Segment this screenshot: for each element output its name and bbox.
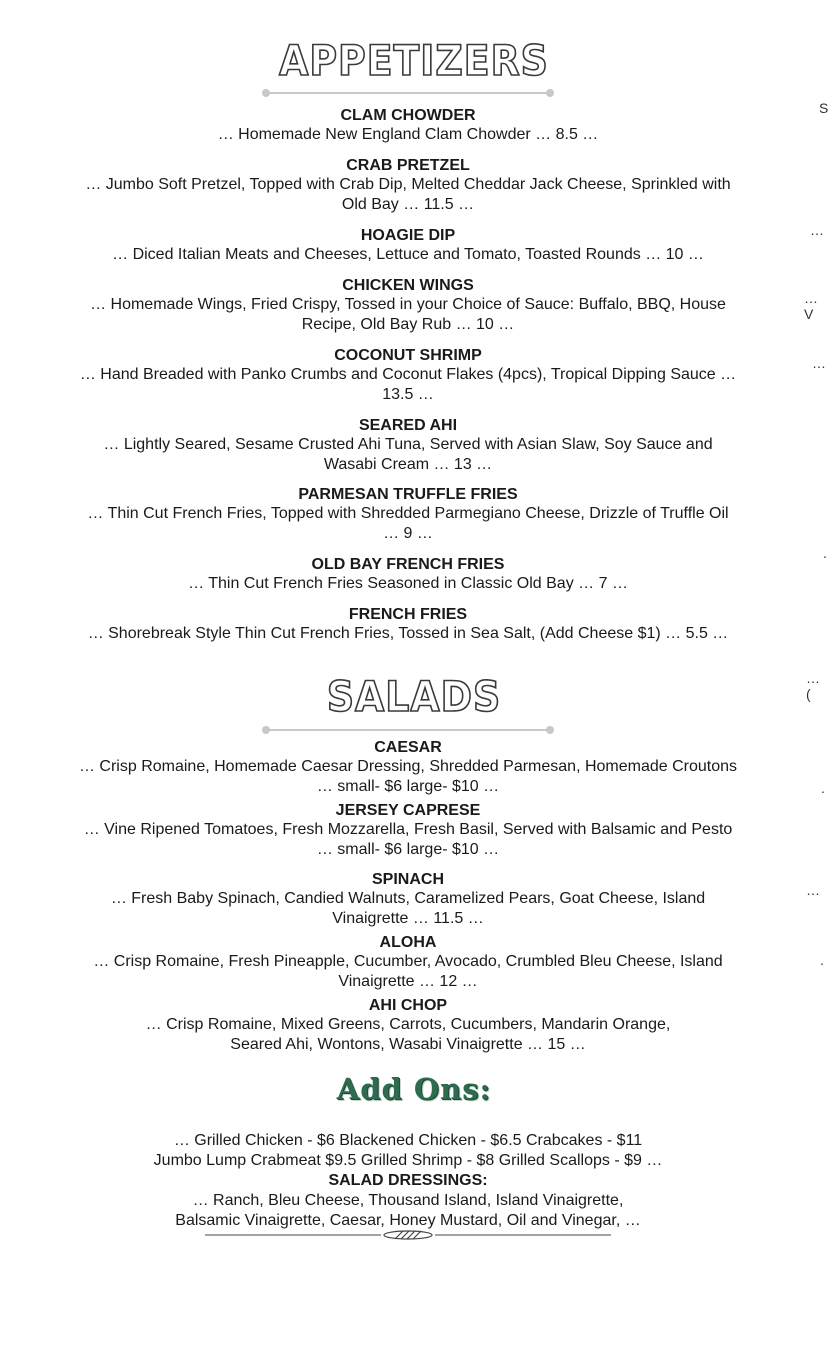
- appetizer-item: [78, 485, 738, 544]
- item-name: PARMESAN TRUFFLE FRIES: [298, 486, 518, 503]
- appetizer-item: [78, 555, 738, 594]
- item-name: SPINACH: [371, 871, 444, 888]
- salads-title: SALADS: [326, 672, 502, 721]
- divider-dot: [546, 89, 554, 97]
- item-description: … Homemade Wings, Fried Crispy, Tossed in your Choice of Sauce: Buffalo, BBQ, House Recipe, Old Bay Rub … 10 …: [90, 296, 726, 333]
- appetizer-item: [78, 346, 738, 405]
- addons-list: [78, 1131, 738, 1231]
- item-name: CHICKEN WINGS: [342, 277, 474, 294]
- clipped-text: …: [812, 355, 826, 371]
- item-description: … Homemade New England Clam Chowder … 8.5 …: [217, 126, 599, 143]
- dressings-heading: SALAD DRESSINGS:: [328, 1172, 488, 1189]
- appetizer-item: [78, 106, 738, 145]
- flourish-divider: [205, 1228, 611, 1242]
- salad-item: [78, 933, 738, 992]
- appetizers-title: APPETIZERS: [279, 36, 549, 85]
- item-name: JERSEY CAPRESE: [335, 802, 481, 819]
- section-divider: [265, 92, 551, 94]
- appetizer-item: [78, 156, 738, 215]
- clipped-text: .: [823, 545, 827, 561]
- item-name: CAESAR: [374, 739, 442, 756]
- item-name: OLD BAY FRENCH FRIES: [311, 556, 505, 573]
- item-name: HOAGIE DIP: [360, 227, 456, 244]
- appetizer-item: [78, 605, 738, 644]
- clipped-text: .: [821, 780, 825, 796]
- appetizer-item: [78, 226, 738, 265]
- divider-dot: [262, 726, 270, 734]
- addons-line: … Grilled Chicken - $6 Blackened Chicken - $6.5 Crabcakes - $11: [173, 1132, 643, 1149]
- item-name: SEARED AHI: [358, 417, 458, 434]
- item-name: AHI CHOP: [368, 997, 448, 1014]
- addons-line: Jumbo Lump Crabmeat $9.5 Grilled Shrimp - $8 Grilled Scallops - $9 …: [153, 1152, 663, 1169]
- item-name: ALOHA: [379, 934, 437, 951]
- item-name: CLAM CHOWDER: [340, 107, 476, 124]
- clipped-text: …: [810, 222, 824, 238]
- item-description: … Crisp Romaine, Homemade Caesar Dressing, Shredded Parmesan, Homemade Croutons … small- $6 large- $10 …: [78, 758, 738, 795]
- appetizer-item: [78, 416, 738, 475]
- item-description: … Fresh Baby Spinach, Candied Walnuts, Caramelized Pears, Goat Cheese, Island Vinaigrette … 11.5 …: [110, 890, 706, 927]
- item-description: … Crisp Romaine, Mixed Greens, Carrots, Cucumbers, Mandarin Orange, Seared Ahi, Wontons, Wasabi Vinaigrette … 15 …: [145, 1016, 671, 1053]
- salad-item: [78, 870, 738, 929]
- clipped-text: …: [806, 882, 820, 898]
- section-divider: [265, 729, 551, 731]
- salad-item: [135, 996, 681, 1055]
- clipped-text: S: [819, 100, 828, 116]
- clipped-text: … V: [804, 290, 818, 322]
- item-description: … Hand Breaded with Panko Crumbs and Coconut Flakes (4pcs), Tropical Dipping Sauce … 13.5 …: [79, 366, 737, 403]
- item-description: … Lightly Seared, Sesame Crusted Ahi Tuna, Served with Asian Slaw, Soy Sauce and Wasabi Cream … 13 …: [103, 436, 713, 473]
- item-name: COCONUT SHRIMP: [334, 347, 482, 364]
- addons-title: Add Ons:: [336, 1072, 492, 1106]
- item-name: CRAB PRETZEL: [346, 157, 470, 174]
- item-description: … Diced Italian Meats and Cheeses, Lettuce and Tomato, Toasted Rounds … 10 …: [112, 246, 704, 263]
- item-description: … Vine Ripened Tomatoes, Fresh Mozzarella, Fresh Basil, Served with Balsamic and Pesto … small- $6 large- $10 …: [83, 821, 733, 858]
- item-description: … Jumbo Soft Pretzel, Topped with Crab Dip, Melted Cheddar Jack Cheese, Sprinkled with Old Bay … 11.5 …: [85, 176, 731, 213]
- dressings-line: Balsamic Vinaigrette, Caesar, Honey Mustard, Oil and Vinegar, …: [175, 1212, 641, 1229]
- dressings-line: … Ranch, Bleu Cheese, Thousand Island, Island Vinaigrette,: [192, 1192, 624, 1209]
- divider-dot: [262, 89, 270, 97]
- appetizer-item: [78, 276, 738, 335]
- salad-item: [78, 801, 738, 860]
- salad-item: [78, 738, 738, 797]
- item-name: FRENCH FRIES: [348, 606, 468, 623]
- item-description: … Thin Cut French Fries, Topped with Shredded Parmegiano Cheese, Drizzle of Truffle Oil … 9 …: [87, 505, 729, 542]
- divider-dot: [546, 726, 554, 734]
- clipped-text: .: [820, 952, 824, 968]
- clipped-text: … (: [806, 670, 820, 702]
- item-description: … Crisp Romaine, Fresh Pineapple, Cucumber, Avocado, Crumbled Bleu Cheese, Island Vinaigrette … 12 …: [93, 953, 723, 990]
- item-description: … Shorebreak Style Thin Cut French Fries, Tossed in Sea Salt, (Add Cheese $1) … 5.5 …: [87, 625, 729, 642]
- item-description: … Thin Cut French Fries Seasoned in Classic Old Bay … 7 …: [188, 575, 628, 592]
